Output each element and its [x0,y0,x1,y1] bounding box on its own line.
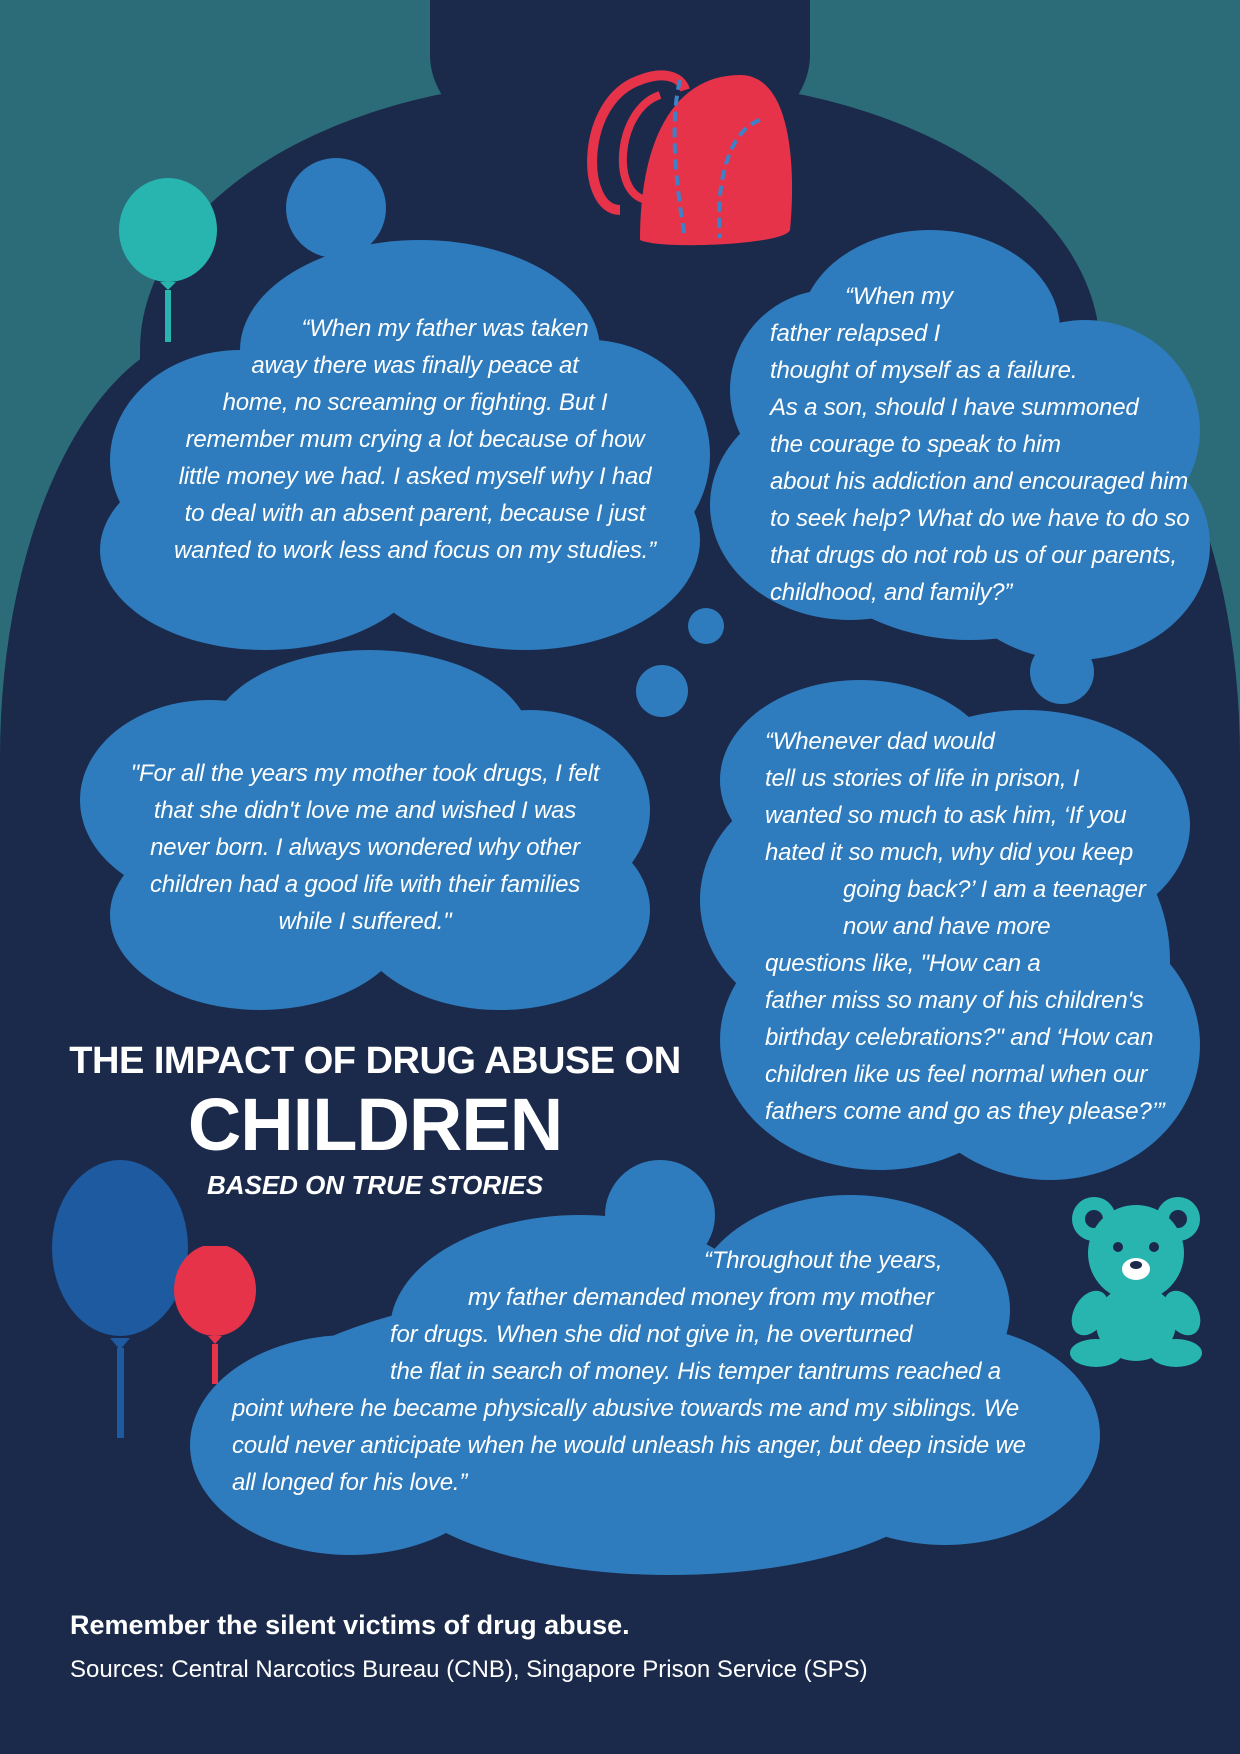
quote-line: “When my father was taken [301,315,589,342]
quote-line: As a son, should I have summoned [770,394,1139,421]
sources: Sources: Central Narcotics Bureau (CNB), Singapore Prison Service (SPS) [70,1656,868,1683]
quote-line: the flat in search of money. His temper tantrums reached a [390,1358,1001,1385]
teddy-bear-icon [1066,1195,1206,1370]
quote-line: the courage to speak to him [770,431,1061,458]
quote-line: never born. I always wondered why other [150,834,580,861]
quote-line: tell us stories of life in prison, I [765,765,1080,792]
quote-line: children like us feel normal when our [765,1061,1148,1088]
quote-line: going back?’ I am a teenager [843,876,1146,903]
quote-line: wanted so much to ask him, ‘If you [765,802,1127,829]
quote-line: away there was finally peace at [251,352,579,379]
quote-line: “Whenever dad would [765,728,995,755]
quote-line: little money we had. I asked myself why I had [178,463,652,490]
quote-line: that she didn't love me and wished I was [153,797,577,824]
quote-line: children had a good life with their families [149,871,581,898]
quote-line: “When my [845,283,953,310]
quote-4 [765,723,1185,1130]
quote-line: questions like, "How can a [765,950,1041,977]
quote-line: father relapsed I [770,320,941,347]
quote-line: “Throughout the years, [704,1247,943,1274]
quote-line: father miss so many of his children's [765,987,1144,1014]
quote-line: birthday celebrations?" and ‘How can [765,1024,1154,1051]
quote-line: wanted to work less and focus on my studies.” [174,537,656,564]
quote-line: my father demanded money from my mother [468,1284,934,1311]
quote-line: to seek help? What do we have to do so [770,505,1190,532]
quote-line: all longed for his love.” [232,1469,468,1496]
subtitle: BASED ON TRUE STORIES [206,1170,544,1200]
quote-line: that drugs do not rob us of our parents, [770,542,1177,569]
quote-5 [232,1242,1062,1501]
quote-2 [770,278,1200,611]
quote-1 [155,310,675,569]
title-line-2: CHILDREN [187,1083,563,1166]
quote-line: to deal with an absent parent, because I just [184,500,646,527]
quote-line: hated it so much, why did you keep [765,839,1134,866]
quote-line: "For all the years my mother took drugs, I felt [130,760,600,787]
quote-line: now and have more [843,913,1051,940]
backpack-icon [570,60,800,250]
quote-line: about his addiction and encouraged him [770,468,1189,495]
quote-line: childhood, and family?” [770,579,1013,606]
red-balloon-icon [172,1246,262,1396]
quote-line: while I suffered." [278,908,452,935]
quote-line: fathers come and go as they please?’” [765,1098,1165,1125]
quote-line: point where he became physically abusive towards me and my siblings. We [232,1395,1020,1422]
title-line-1: THE IMPACT OF DRUG ABUSE ON [69,1040,681,1082]
quote-3 [95,755,635,940]
quote-line: for drugs. When she did not give in, he overturned [390,1321,913,1348]
small-bubble [688,608,724,644]
quote-line: could never anticipate when he would unleash his anger, but deep inside we [232,1432,1026,1459]
quote-line: home, no screaming or fighting. But I [222,389,608,416]
tagline: Remember the silent victims of drug abuse. [70,1610,630,1640]
quote-line: thought of myself as a failure. [770,357,1078,384]
quote-line: remember mum crying a lot because of how [185,426,645,453]
